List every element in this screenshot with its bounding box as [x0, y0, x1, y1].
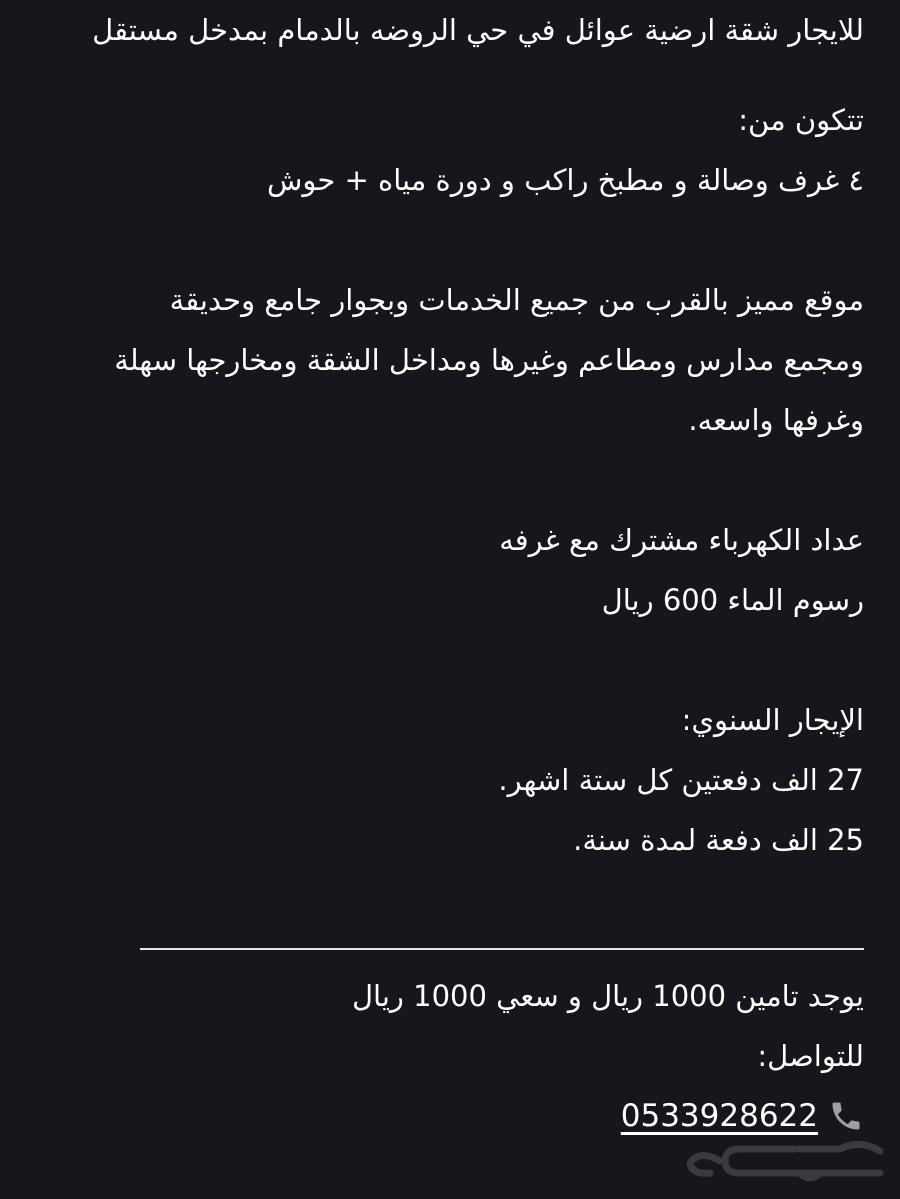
- water-fee-line: رسوم الماء 600 ريال: [601, 583, 864, 617]
- annual-rent-label: الإيجار السنوي:: [681, 703, 864, 737]
- electricity-line: عداد الكهرباء مشترك مع غرفه: [499, 523, 864, 557]
- location-line-2: ومجمع مدارس ومطاعم وغيرها ومداخل الشقة ومخارجها سهلة: [114, 343, 864, 377]
- contact-section: [36, 966, 864, 1146]
- ad-description: [36, 0, 864, 870]
- section-divider: [140, 948, 864, 950]
- rent-option-1: 27 الف دفعتين كل ستة اشهر.: [498, 763, 864, 797]
- location-line-1: موقع مميز بالقرب من جميع الخدمات وبجوار جامع وحديقة: [169, 283, 864, 317]
- spacer: [36, 630, 864, 690]
- rooms-line: ٤ غرف وصالة و مطبخ راكب و دورة مياه + حوش: [266, 163, 864, 197]
- consists-label: تتكون من:: [738, 103, 864, 137]
- ad-title-line: للايجار شقة ارضية عوائل في حي الروضه بالدمام بمدخل مستقل: [92, 13, 864, 47]
- insurance-line: يوجد تامين 1000 ريال و سعي 1000 ريال: [351, 979, 864, 1013]
- rent-option-2: 25 الف دفعة لمدة سنة.: [573, 823, 864, 857]
- spacer: [36, 60, 864, 90]
- spacer: [36, 450, 864, 510]
- location-line-3: وغرفها واسعه.: [688, 403, 864, 437]
- spacer: [36, 210, 864, 270]
- contact-label: للتواصل:: [757, 1039, 864, 1073]
- phone-number-link[interactable]: 0533928622: [620, 1098, 818, 1134]
- haraj-logo-icon: [680, 1129, 890, 1189]
